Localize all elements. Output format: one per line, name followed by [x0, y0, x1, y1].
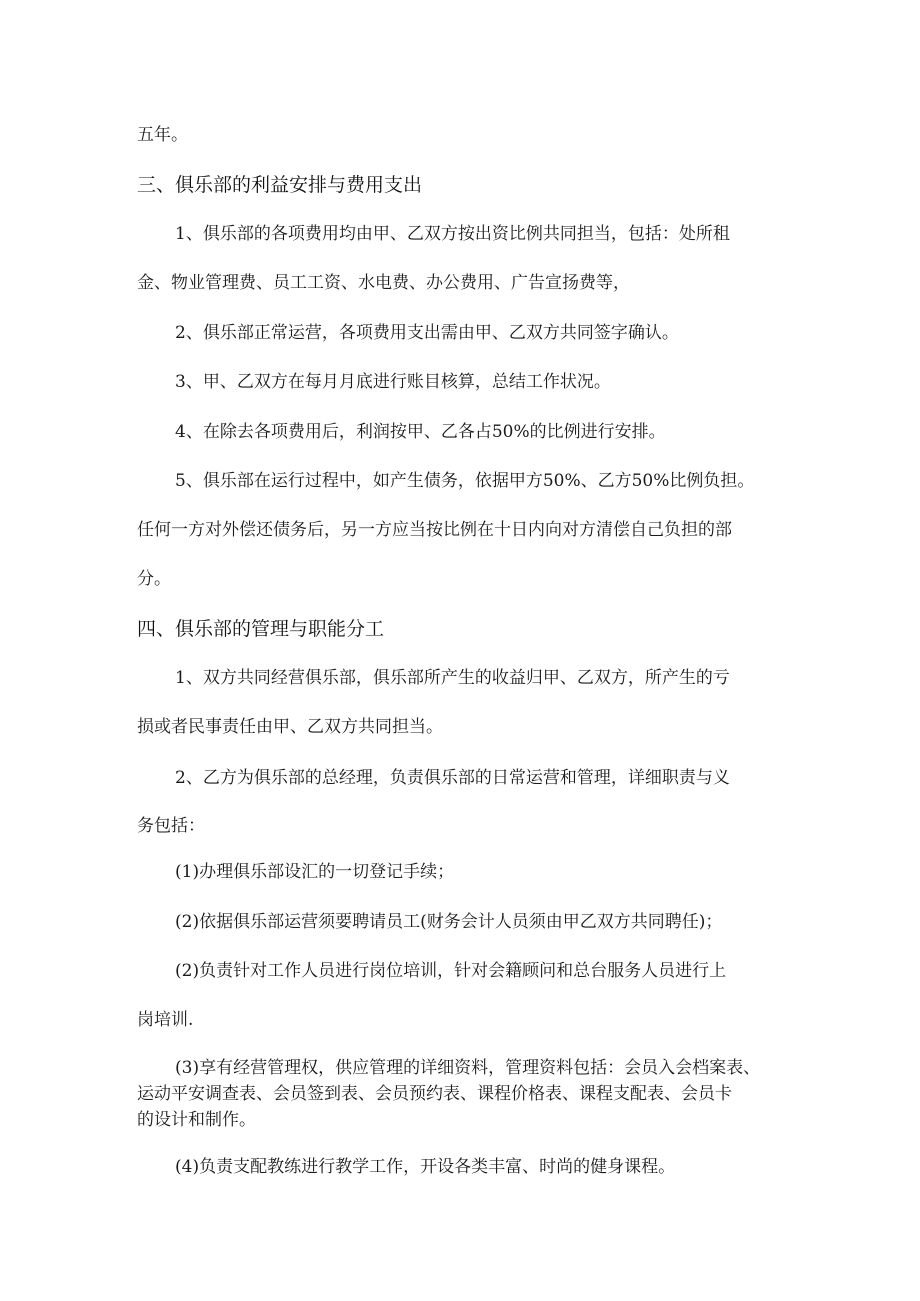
section4-item1-line2: 损或者民事责任由甲、乙双方共同担当。	[137, 717, 443, 737]
intro-tail-text: 五年。	[137, 125, 188, 145]
section3-item5-line2: 任何一方对外偿还债务后，另一方应当按比例在十日内向对方清偿自己负担的部	[137, 520, 732, 540]
section3-item1-line1: 1、俱乐部的各项费用均由甲、乙双方按出资比例共同担当，包括：处所租	[175, 224, 730, 244]
section4-item2-line1: 2、乙方为俱乐部的总经理，负责俱乐部的日常运营和管理，详细职责与义	[175, 768, 730, 788]
section3-heading: 三、俱乐部的利益安排与费用支出	[137, 174, 423, 196]
section3-item1-line2: 金、物业管理费、员工工资、水电费、办公费用、广告宣扬费等，	[137, 273, 630, 293]
section4-sub3-line3: 的设计和制作。	[137, 1110, 256, 1130]
section4-heading: 四、俱乐部的管理与职能分工	[137, 618, 385, 640]
section3-item5-line3: 分。	[137, 569, 171, 589]
section4-item2-line2: 务包括：	[137, 816, 205, 836]
section4-sub1: (1)办理俱乐部设汇的一切登记手续；	[175, 862, 455, 882]
section4-sub2b-line2: 岗培训.	[137, 1010, 194, 1030]
section4-sub4: (4)负责支配教练进行教学工作，开设各类丰富、时尚的健身课程。	[175, 1157, 676, 1177]
section4-sub2b-line1: (2)负责针对工作人员进行岗位培训，针对会籍顾问和总台服务人员进行上	[175, 961, 727, 981]
section4-sub3-line1: (3)享有经营管理权，供应管理的详细资料，管理资料包括：会员入会档案表、	[175, 1058, 761, 1078]
section4-sub2a: (2)依据俱乐部运营须要聘请员工(财务会计人员须由甲乙双方共同聘任)；	[175, 912, 723, 932]
section3-item2: 2、俱乐部正常运营，各项费用支出需由甲、乙双方共同签字确认。	[175, 323, 679, 343]
section3-item5-line1: 5、俱乐部在运行过程中，如产生债务，依据甲方50%、乙方50%比例负担。	[175, 471, 755, 491]
section3-item4: 4、在除去各项费用后，利润按甲、乙各占50%的比例进行安排。	[175, 422, 666, 442]
section3-item3: 3、甲、乙双方在每月月底进行账目核算，总结工作状况。	[175, 372, 611, 392]
section4-sub3-line2: 运动平安调查表、会员签到表、会员预约表、课程价格表、课程支配表、会员卡	[137, 1084, 732, 1104]
section4-item1-line1: 1、双方共同经营俱乐部，俱乐部所产生的收益归甲、乙双方，所产生的亏	[175, 668, 730, 688]
